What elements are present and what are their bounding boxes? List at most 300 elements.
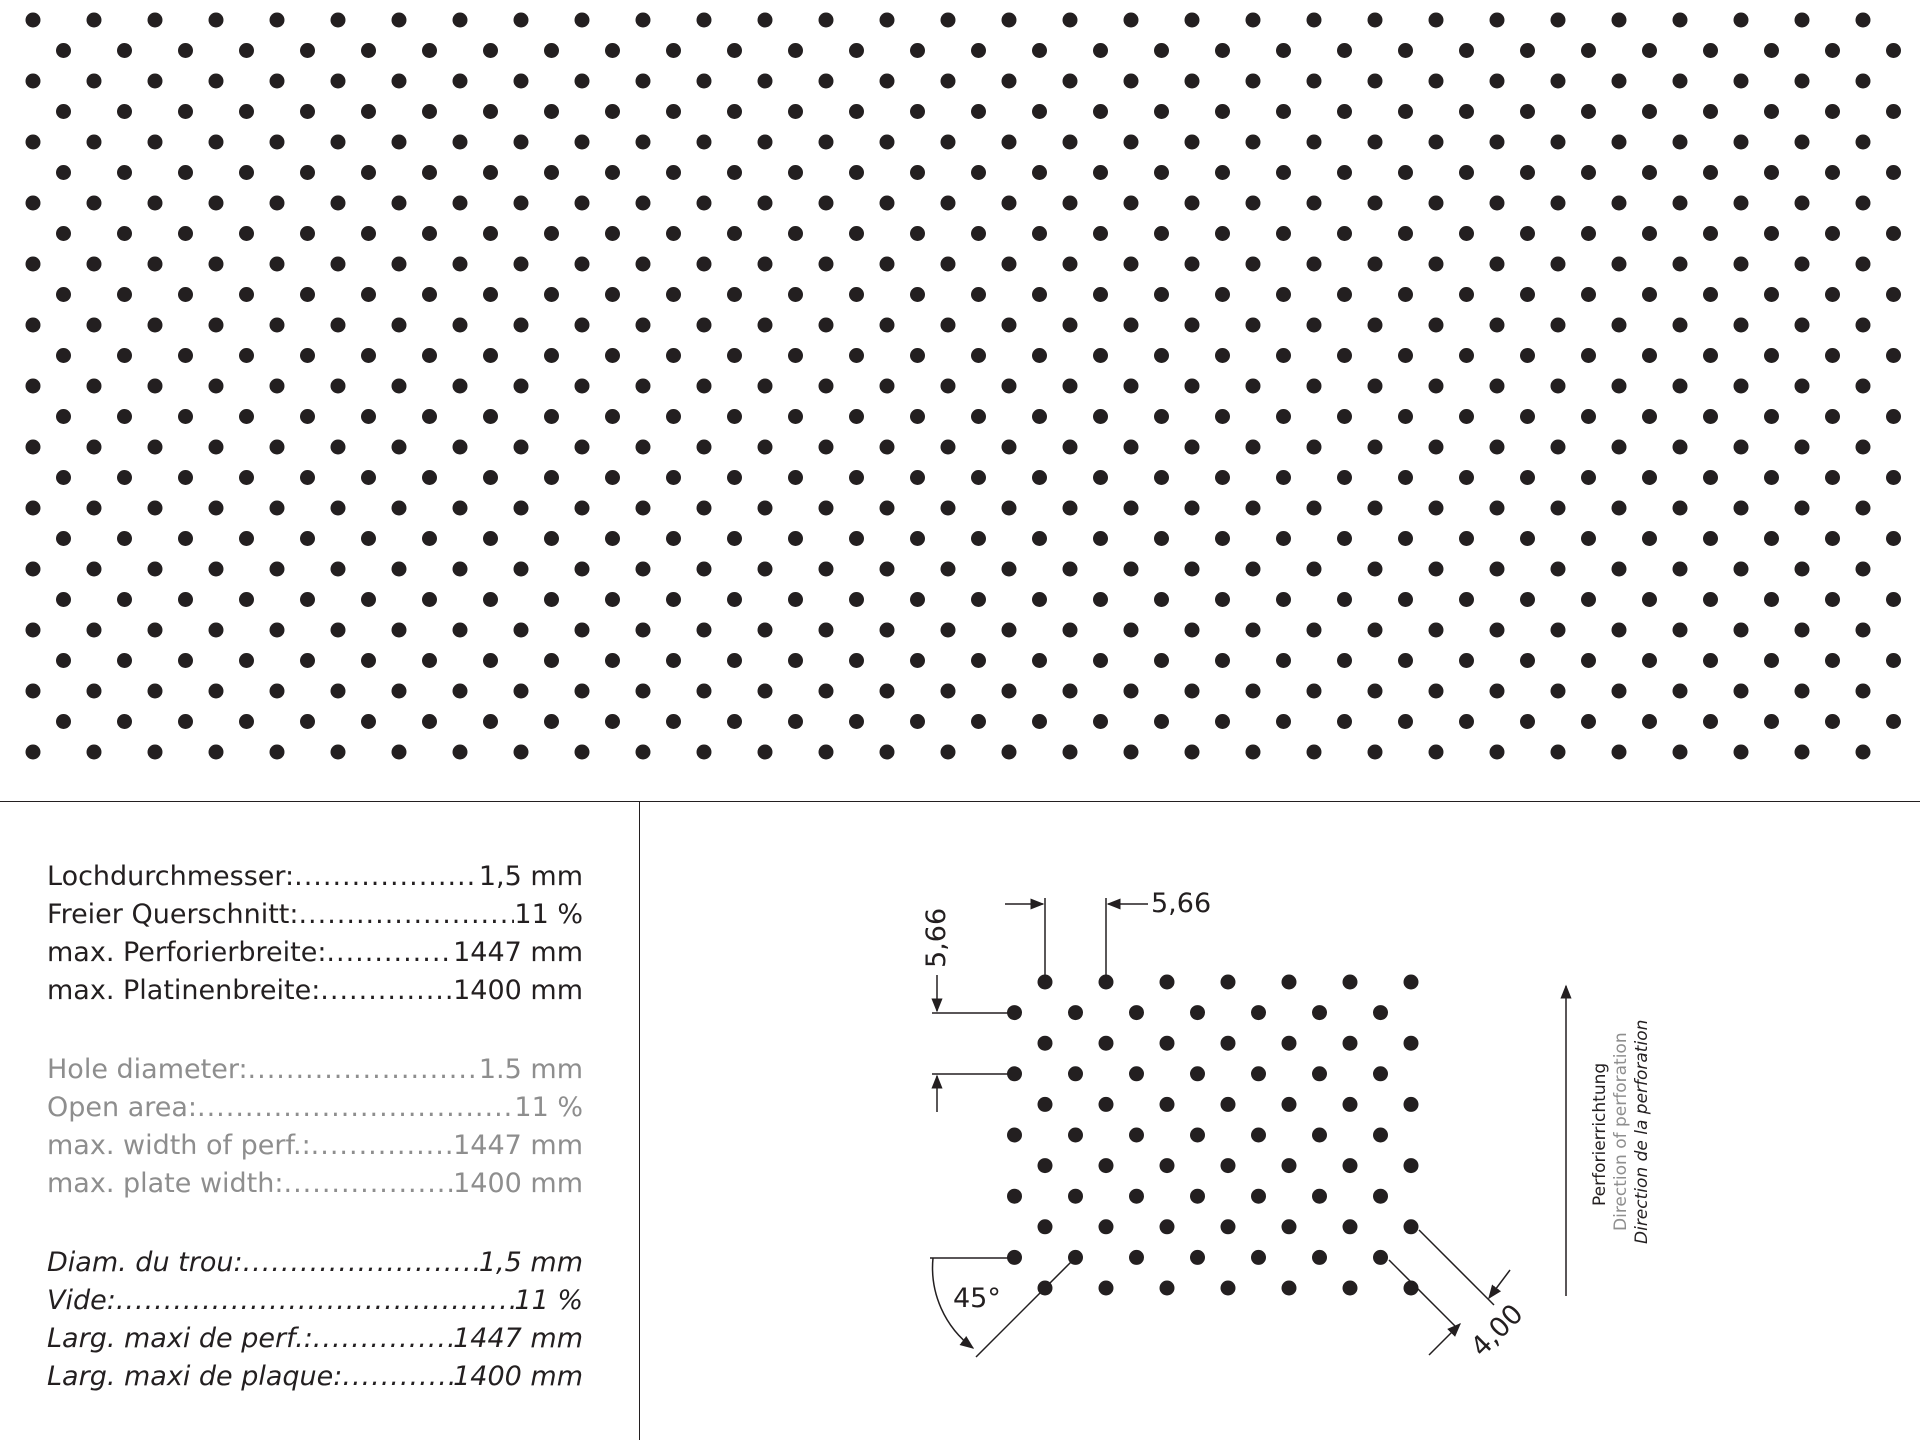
perforation-hole [1398, 714, 1413, 729]
perforation-hole [1703, 348, 1718, 363]
perforation-hole [392, 379, 407, 394]
spec-value: 1447 mm [453, 937, 583, 968]
perforation-hole [727, 409, 742, 424]
perforation-hole [1093, 714, 1108, 729]
perforation-hole [483, 470, 498, 485]
perforation-hole [697, 379, 712, 394]
perforation-hole [636, 74, 651, 89]
perforation-hole [117, 348, 132, 363]
perforation-hole [1276, 653, 1291, 668]
perforation-hole [392, 684, 407, 699]
detail-hole [1129, 1066, 1144, 1081]
perforation-hole [1612, 562, 1627, 577]
hole-pattern-dimension-drawing [640, 802, 1920, 1440]
perforation-hole [758, 745, 773, 760]
perforation-hole [1276, 287, 1291, 302]
perforation-hole [1002, 440, 1017, 455]
perforation-hole [514, 318, 529, 333]
spec-row-open-area-fr [47, 1282, 583, 1320]
perforation-hole [1886, 470, 1901, 485]
perforation-hole [148, 501, 163, 516]
detail-hole [1099, 1158, 1114, 1173]
perforation-hole [697, 684, 712, 699]
perforation-hole [1612, 745, 1627, 760]
perforation-hole [483, 287, 498, 302]
perforation-hole [666, 165, 681, 180]
perforation-hole [1551, 562, 1566, 577]
perforation-hole [758, 440, 773, 455]
spec-row-max-plate-width-fr [47, 1358, 583, 1396]
leader-dots [313, 1320, 453, 1358]
perforation-hole [483, 226, 498, 241]
perforation-hole [1764, 348, 1779, 363]
perforation-hole [575, 196, 590, 211]
perforation-hole [758, 74, 773, 89]
perforation-hole [1795, 196, 1810, 211]
perforation-hole [392, 501, 407, 516]
perforation-hole [209, 74, 224, 89]
perforation-hole [1154, 531, 1169, 546]
perforation-hole [26, 257, 41, 272]
perforation-hole [1764, 592, 1779, 607]
perforation-hole [575, 74, 590, 89]
detail-hole [1038, 1158, 1053, 1173]
perforation-hole [1703, 165, 1718, 180]
perforation-hole [1124, 379, 1139, 394]
detail-hole [1312, 1005, 1327, 1020]
perforation-hole [1368, 440, 1383, 455]
perforation-hole [1246, 196, 1261, 211]
perforation-hole [331, 257, 346, 272]
perforation-hole [1398, 226, 1413, 241]
perforation-hole [1032, 104, 1047, 119]
spec-value: 11 % [514, 1092, 583, 1123]
perforation-hole [1490, 501, 1505, 516]
perforation-hole [849, 592, 864, 607]
detail-hole [1404, 1036, 1419, 1051]
perforation-hole [1215, 348, 1230, 363]
perforation-hole [1398, 348, 1413, 363]
perforation-hole [1886, 592, 1901, 607]
perforation-hole [1825, 165, 1840, 180]
detail-hole [1373, 1250, 1388, 1265]
perforation-hole [1490, 135, 1505, 150]
perforation-hole [666, 592, 681, 607]
perforation-hole [849, 470, 864, 485]
detail-hole [1038, 1036, 1053, 1051]
perforation-hole [697, 13, 712, 28]
perforation-hole [1581, 531, 1596, 546]
perforation-hole [819, 135, 834, 150]
perforation-hole [910, 592, 925, 607]
perforation-hole [1673, 74, 1688, 89]
perforation-hole [1734, 562, 1749, 577]
perforation-hole [422, 226, 437, 241]
perforation-hole [1276, 592, 1291, 607]
perforation-hole [1063, 196, 1078, 211]
perforation-hole [1764, 287, 1779, 302]
detail-hole [1373, 1005, 1388, 1020]
perforation-hole [1093, 287, 1108, 302]
perforation-hole [1185, 196, 1200, 211]
perforation-hole [605, 43, 620, 58]
perforation-hole [1642, 714, 1657, 729]
perforation-hole [148, 74, 163, 89]
perforation-hole [1185, 562, 1200, 577]
perforation-hole [56, 531, 71, 546]
perforation-hole [1459, 43, 1474, 58]
perforation-hole [544, 714, 559, 729]
perforation-hole [117, 287, 132, 302]
perforation-hole [575, 13, 590, 28]
perforation-hole [1825, 653, 1840, 668]
leader-dots [320, 972, 453, 1010]
perforation-hole [727, 592, 742, 607]
perforation-hole [514, 257, 529, 272]
perforation-hole [971, 165, 986, 180]
perforation-hole [1002, 745, 1017, 760]
detail-hole [1160, 1097, 1175, 1112]
perforation-hole [1246, 135, 1261, 150]
perforation-hole [1307, 379, 1322, 394]
perforation-hole [1825, 104, 1840, 119]
perforation-hole [941, 623, 956, 638]
perforation-hole [697, 440, 712, 455]
perforation-hole [1368, 135, 1383, 150]
perforation-hole [1032, 43, 1047, 58]
perforation-hole [239, 714, 254, 729]
leader-dots [243, 1244, 479, 1282]
perforation-hole [56, 287, 71, 302]
detail-hole [1282, 1036, 1297, 1051]
perforation-hole [666, 714, 681, 729]
perforation-hole [1886, 287, 1901, 302]
perforation-hole [1612, 318, 1627, 333]
perforation-hole [1368, 257, 1383, 272]
perforation-hole [1337, 165, 1352, 180]
perforation-hole [1673, 135, 1688, 150]
perforation-hole [1063, 135, 1078, 150]
perforation-hole [453, 379, 468, 394]
perforation-hole [1490, 684, 1505, 699]
perforation-hole [849, 43, 864, 58]
perforation-hole [605, 165, 620, 180]
perforation-hole [1734, 745, 1749, 760]
perforation-hole [1490, 318, 1505, 333]
perforation-hole [1276, 714, 1291, 729]
perforation-hole [514, 440, 529, 455]
perforation-hole [1124, 257, 1139, 272]
perforation-hole [1398, 43, 1413, 58]
spec-row-hole-diameter-fr [47, 1244, 583, 1282]
perforation-hole [1825, 531, 1840, 546]
horizontal-pitch-label: 5,66 [1151, 888, 1212, 919]
direction-label-en: Direction of perforation [1611, 1032, 1631, 1231]
perforation-hole [1703, 287, 1718, 302]
perforation-hole [1154, 592, 1169, 607]
perforation-hole [1215, 531, 1230, 546]
perforation-hole [1246, 440, 1261, 455]
perforation-hole [1795, 501, 1810, 516]
spec-row-max-perf-width-fr [47, 1320, 583, 1358]
perforation-hole [1581, 287, 1596, 302]
perforation-hole [605, 104, 620, 119]
perforation-hole [1795, 135, 1810, 150]
perforation-hole [1215, 43, 1230, 58]
detail-hole [1312, 1128, 1327, 1143]
perforation-hole [1886, 409, 1901, 424]
perforation-hole [239, 470, 254, 485]
perforation-hole [1307, 562, 1322, 577]
perforation-hole [1886, 714, 1901, 729]
perforation-hole [1825, 43, 1840, 58]
perforation-hole [422, 409, 437, 424]
spec-row-hole-diameter-en [47, 1051, 583, 1089]
perforation-hole [1276, 470, 1291, 485]
perforation-hole [1825, 592, 1840, 607]
perforation-hole [1734, 379, 1749, 394]
spec-label: Hole diameter: [47, 1054, 248, 1085]
perforation-hole [758, 501, 773, 516]
perforation-hole [178, 348, 193, 363]
perforation-hole [1459, 531, 1474, 546]
perforation-hole [453, 135, 468, 150]
perforation-hole [971, 409, 986, 424]
perforation-hole [1734, 74, 1749, 89]
perforation-hole [910, 531, 925, 546]
perforation-hole [1612, 74, 1627, 89]
perforation-hole [1886, 226, 1901, 241]
perforation-hole [1185, 684, 1200, 699]
perforation-hole [1520, 104, 1535, 119]
perforation-hole [514, 684, 529, 699]
detail-hole [1007, 1128, 1022, 1143]
perforation-hole [87, 379, 102, 394]
perforation-hole [453, 257, 468, 272]
perforation-hole [849, 287, 864, 302]
perforation-hole [1764, 43, 1779, 58]
perforation-hole [117, 592, 132, 607]
perforation-hole [1337, 104, 1352, 119]
perforation-hole [1276, 226, 1291, 241]
leader-dots [197, 1089, 514, 1127]
perforation-hole [26, 440, 41, 455]
perforation-hole [87, 74, 102, 89]
perforation-hole [514, 196, 529, 211]
detail-hole [1221, 1097, 1236, 1112]
perforation-hole [605, 348, 620, 363]
spec-value: 1447 mm [453, 1130, 583, 1161]
perforation-hole [1154, 226, 1169, 241]
perforation-hole [1490, 623, 1505, 638]
perforation-hole [422, 348, 437, 363]
perforation-hole [636, 623, 651, 638]
perforation-hole [331, 501, 346, 516]
perforation-hole [1459, 653, 1474, 668]
perforation-hole [758, 623, 773, 638]
perforation-hole [26, 318, 41, 333]
perforation-hole [697, 135, 712, 150]
perforation-hole [1459, 714, 1474, 729]
perforation-hole [514, 501, 529, 516]
perforation-hole [1429, 501, 1444, 516]
perforation-hole [56, 592, 71, 607]
perforation-hole [697, 257, 712, 272]
perforation-hole [605, 287, 620, 302]
perforation-hole [300, 409, 315, 424]
perforation-hole [849, 409, 864, 424]
perforation-hole [87, 684, 102, 699]
perforation-hole [971, 104, 986, 119]
perforation-hole [87, 501, 102, 516]
spec-group-french [47, 1244, 583, 1396]
perforation-hole [910, 409, 925, 424]
leader-dots [294, 858, 479, 896]
perforation-hole [1642, 592, 1657, 607]
perforation-hole [1154, 714, 1169, 729]
perforation-hole [941, 745, 956, 760]
perforation-hole [56, 226, 71, 241]
perforation-hole [1124, 135, 1139, 150]
perforation-hole [1642, 348, 1657, 363]
detail-hole [1221, 1158, 1236, 1173]
perforation-hole [544, 348, 559, 363]
perforation-hole [392, 440, 407, 455]
perforation-hole [1215, 653, 1230, 668]
detail-hole [1038, 1219, 1053, 1234]
perforation-hole [1032, 531, 1047, 546]
perforation-hole [1459, 348, 1474, 363]
spec-label: Lochdurchmesser: [47, 861, 295, 892]
perforation-hole [636, 13, 651, 28]
perforation-hole [1795, 623, 1810, 638]
perforation-hole [270, 74, 285, 89]
spec-label: Larg. maxi de plaque: [47, 1361, 343, 1392]
perforation-hole [1307, 196, 1322, 211]
perforation-hole [209, 440, 224, 455]
leader-dots [311, 1127, 453, 1165]
detail-hole-grid [1007, 975, 1419, 1296]
perforation-hole [209, 562, 224, 577]
perforation-hole [1612, 501, 1627, 516]
perforation-hole [666, 43, 681, 58]
detail-hole [1068, 1005, 1083, 1020]
perforation-hole [1002, 135, 1017, 150]
perforation-hole [209, 745, 224, 760]
angle-label: 45° [953, 1283, 1001, 1314]
detail-hole [1129, 1005, 1144, 1020]
perforation-hole [941, 257, 956, 272]
spec-value: 1,5 mm [478, 861, 583, 892]
perforation-hole [697, 318, 712, 333]
perforation-hole [1642, 409, 1657, 424]
perforation-hole [1612, 684, 1627, 699]
perforation-hole [300, 226, 315, 241]
perforation-hole [1124, 196, 1139, 211]
perforation-hole [1825, 470, 1840, 485]
perforation-hole [666, 409, 681, 424]
perforation-hole [910, 653, 925, 668]
perforation-hole [1185, 440, 1200, 455]
perforation-hole [1307, 623, 1322, 638]
perforation-hole [1368, 501, 1383, 516]
perforation-hole [1154, 653, 1169, 668]
perforation-hole [1429, 257, 1444, 272]
perforation-hole [1307, 745, 1322, 760]
perforation-hole [1825, 409, 1840, 424]
perforation-hole [178, 165, 193, 180]
perforation-hole [209, 318, 224, 333]
perforation-hole [666, 531, 681, 546]
perforation-hole [331, 196, 346, 211]
perforation-hole [422, 470, 437, 485]
perforation-hole [270, 13, 285, 28]
perforation-hole [1734, 13, 1749, 28]
perforation-hole [1002, 623, 1017, 638]
detail-hole [1373, 1189, 1388, 1204]
perforation-hole [209, 501, 224, 516]
perforation-hole [1124, 13, 1139, 28]
perforation-hole [1673, 684, 1688, 699]
perforation-hole [1398, 165, 1413, 180]
perforation-hole [1185, 135, 1200, 150]
perforation-hole [1093, 348, 1108, 363]
perforation-hole [1368, 318, 1383, 333]
perforation-hole [300, 43, 315, 58]
perforation-hole [910, 714, 925, 729]
perforation-hole [1520, 226, 1535, 241]
perforation-hole [1612, 379, 1627, 394]
perforation-hole [1734, 318, 1749, 333]
perforation-hole [1215, 409, 1230, 424]
perforation-hole [727, 287, 742, 302]
perforation-hole [1520, 409, 1535, 424]
perforation-hole [1124, 74, 1139, 89]
perforation-hole [483, 714, 498, 729]
perforation-hole [1063, 318, 1078, 333]
perforation-hole [56, 653, 71, 668]
perforation-hole [1307, 684, 1322, 699]
perforation-hole [1124, 318, 1139, 333]
perforation-hole [209, 684, 224, 699]
perforation-hole [1581, 348, 1596, 363]
perforation-hole [331, 623, 346, 638]
perforation-hole [605, 531, 620, 546]
perforation-hole [483, 409, 498, 424]
perforation-hole [453, 74, 468, 89]
perforation-hole [178, 104, 193, 119]
detail-hole [1404, 1219, 1419, 1234]
perforation-hole [392, 13, 407, 28]
spec-row-max-perf-width-de [47, 934, 583, 972]
perforation-hole [1490, 74, 1505, 89]
perforation-hole [56, 348, 71, 363]
perforation-hole [1215, 104, 1230, 119]
detail-hole [1068, 1128, 1083, 1143]
perforation-hole [544, 287, 559, 302]
perforation-hole [422, 592, 437, 607]
perforation-hole [1764, 165, 1779, 180]
perforation-hole [1337, 592, 1352, 607]
perforation-hole [1856, 684, 1871, 699]
perforation-hole [727, 104, 742, 119]
perforation-hole [1307, 318, 1322, 333]
perforation-hole [697, 74, 712, 89]
spec-value: 1.5 mm [478, 1054, 583, 1085]
spec-label: max. Perforierbreite: [47, 937, 327, 968]
perforation-hole [1886, 531, 1901, 546]
perforation-hole [1429, 135, 1444, 150]
